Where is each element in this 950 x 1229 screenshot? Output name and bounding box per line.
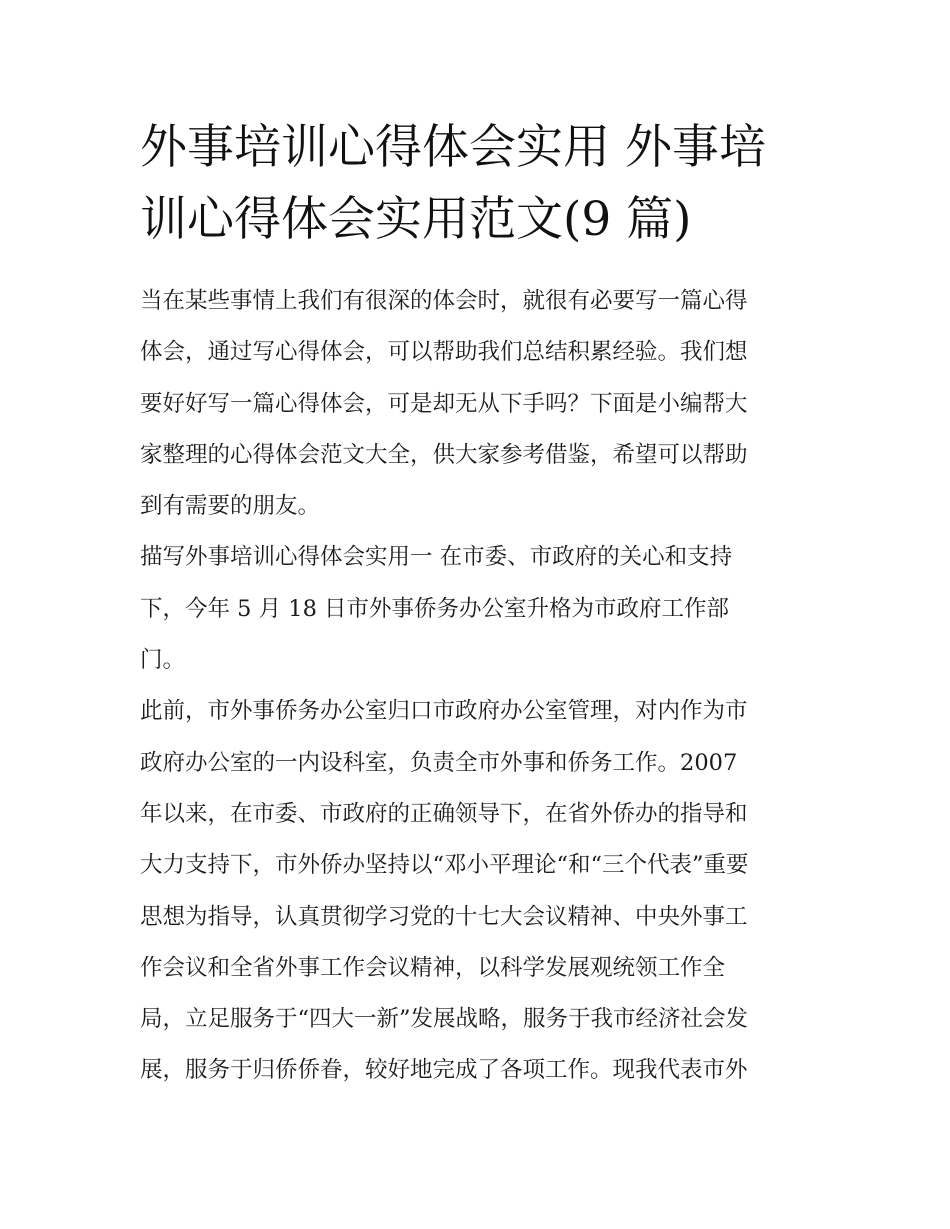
body-line: 此前，市外事侨务办公室归口市政府办公室管理，对内作为市: [140, 698, 748, 725]
document-title: [140, 112, 820, 256]
body-line: 要好好写一篇心得体会，可是却无从下手吗？下面是小编帮大: [140, 390, 748, 417]
body-line: 描写外事培训心得体会实用一 在市委、市政府的关心和支持: [140, 544, 733, 571]
body-line: 局，立足服务于“四大一新”发展战略，服务于我市经济社会发: [140, 1006, 749, 1033]
body-line: 到有需要的朋友。: [140, 493, 321, 520]
body-line: 大力支持下，市外侨办坚持以“邓小平理论“和“三个代表”重要: [140, 852, 749, 879]
document-body: [140, 276, 820, 1097]
body-line: 体会，通过写心得体会，可以帮助我们总结积累经验。我们想: [140, 339, 748, 366]
body-line: 下，今年 5 月 18 日市外事侨务办公室升格为市政府工作部: [140, 595, 730, 622]
body-line: 政府办公室的一内设科室，负责全市外事和侨务工作。2007: [140, 749, 738, 776]
body-line: 展，服务于归侨侨眷，较好地完成了各项工作。现我代表市外: [140, 1057, 748, 1084]
title-line: 外事培训心得体会实用 外事培: [140, 120, 766, 175]
body-line: 家整理的心得体会范文大全，供大家参考借鉴，希望可以帮助: [140, 441, 748, 468]
body-line: 思想为指导，认真贯彻学习党的十七大会议精神、中央外事工: [140, 903, 748, 930]
body-line: 作会议和全省外事工作会议精神，以科学发展观统领工作全: [140, 954, 726, 981]
body-line: 门。: [140, 647, 186, 674]
title-line: 训心得体会实用范文(9 篇): [140, 192, 692, 247]
body-line: 年以来，在市委、市政府的正确领导下，在省外侨办的指导和: [140, 800, 748, 827]
body-line: 当在某些事情上我们有很深的体会时，就很有必要写一篇心得: [140, 288, 748, 314]
